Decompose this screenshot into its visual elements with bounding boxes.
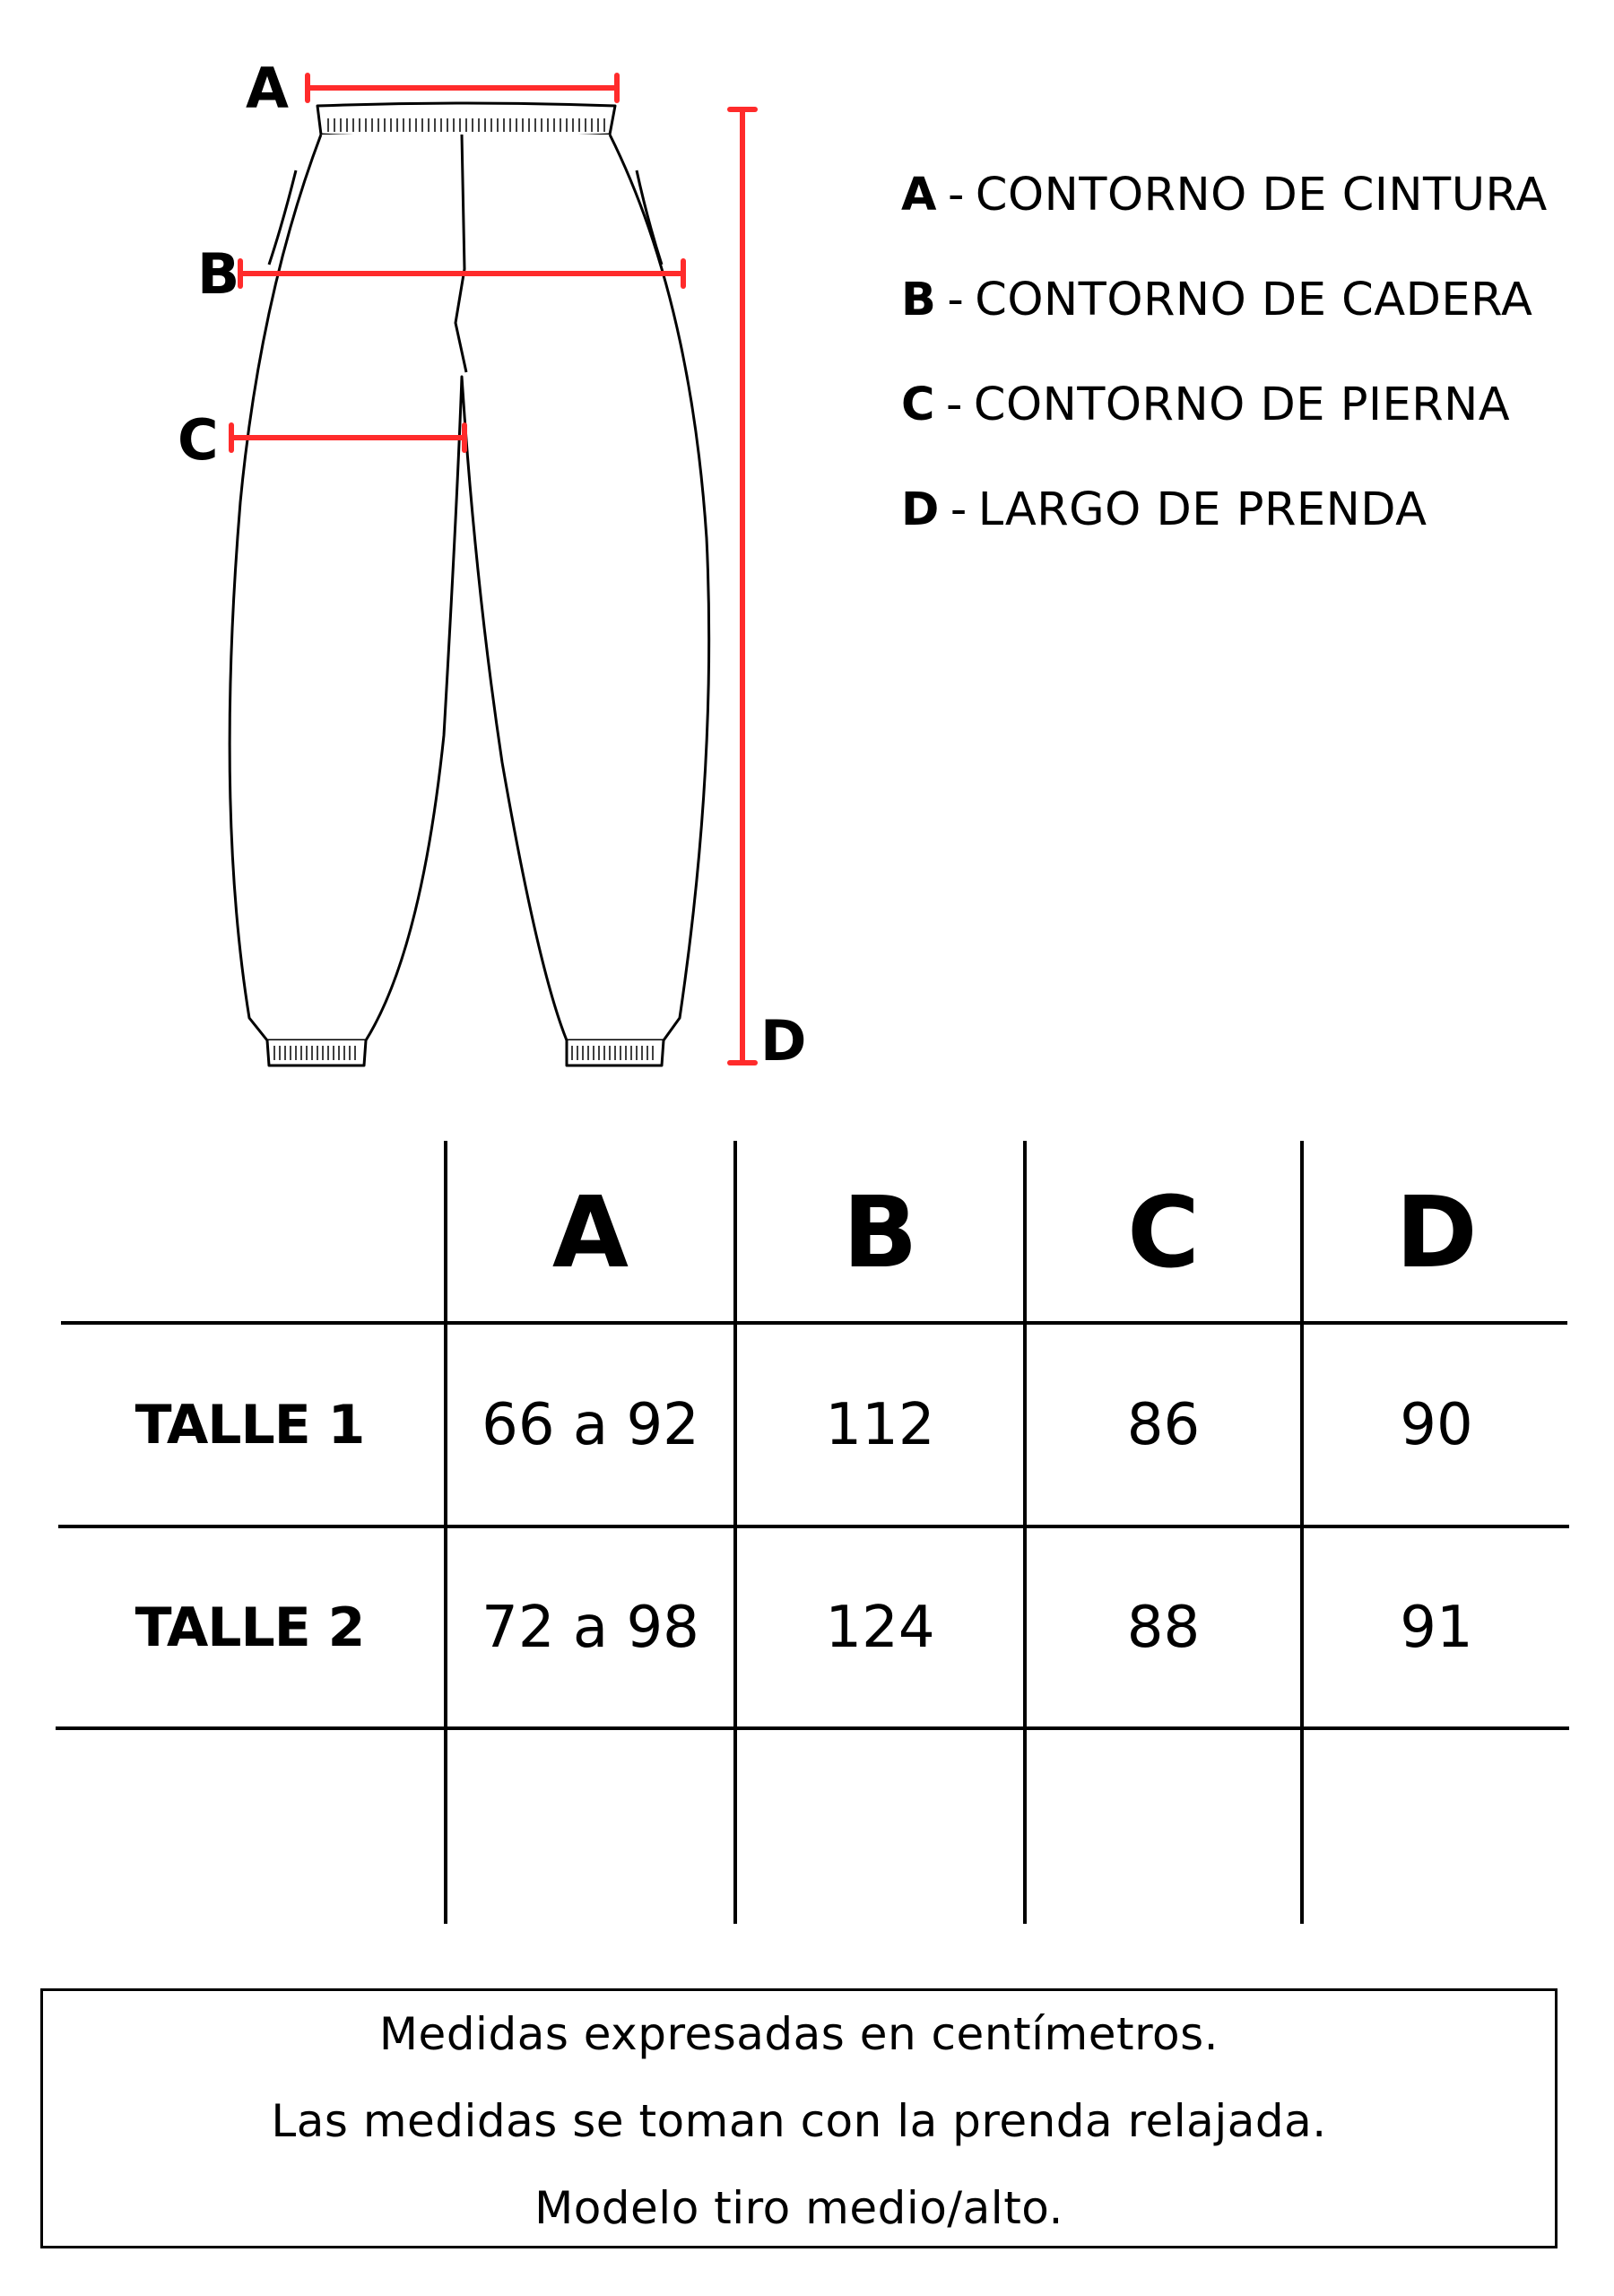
legend-separator: - (947, 169, 965, 222)
label-d: D (760, 1008, 807, 1074)
legend-separator: - (945, 378, 963, 431)
legend-text: CONTORNO DE PIERNA (973, 378, 1511, 431)
note-line: Modelo tiro medio/alto. (534, 2182, 1063, 2234)
legend-text: CONTORNO DE CINTURA (975, 169, 1548, 222)
measure-d-line (730, 109, 755, 1063)
table-cell: 90 (1400, 1391, 1473, 1458)
legend-item-a (901, 164, 1548, 269)
table-header-b: B (842, 1174, 918, 1290)
table-cell: 91 (1400, 1594, 1473, 1661)
label-c: C (178, 407, 219, 473)
legend-separator: - (947, 274, 965, 326)
table-header-c: C (1127, 1174, 1200, 1290)
legend-key: B (901, 274, 937, 326)
legend-text: LARGO DE PRENDA (977, 483, 1427, 536)
notes-box (40, 1988, 1558, 2248)
legend-key: D (901, 483, 940, 536)
legend-text: CONTORNO DE CADERA (975, 274, 1533, 326)
measurement-legend (901, 164, 1548, 584)
note-line: Medidas expresadas en centímetros. (378, 2008, 1219, 2060)
legend-item-d (901, 479, 1548, 584)
measure-a-line (308, 75, 617, 100)
table-row-label: TALLE 2 (134, 1596, 365, 1659)
table-header-d: D (1395, 1174, 1478, 1290)
table-header-a: A (551, 1174, 629, 1290)
table-cell: 88 (1126, 1594, 1201, 1661)
legend-item-c (901, 374, 1548, 479)
legend-item-b (901, 269, 1548, 374)
table-cell: 86 (1126, 1391, 1201, 1458)
legend-separator: - (950, 483, 968, 536)
table-cell: 124 (825, 1594, 935, 1661)
legend-key: C (901, 378, 935, 431)
table-cell: 112 (825, 1391, 935, 1458)
legend-key: A (901, 169, 937, 222)
table-cell: 66 a 92 (482, 1391, 699, 1458)
table-cell: 72 a 98 (482, 1594, 699, 1661)
note-line: Las medidas se toman con la prenda relajada. (271, 2095, 1327, 2147)
label-b: B (197, 241, 240, 307)
pants-outline (230, 103, 709, 1065)
label-a: A (246, 56, 289, 121)
table-row-label: TALLE 1 (134, 1393, 365, 1457)
